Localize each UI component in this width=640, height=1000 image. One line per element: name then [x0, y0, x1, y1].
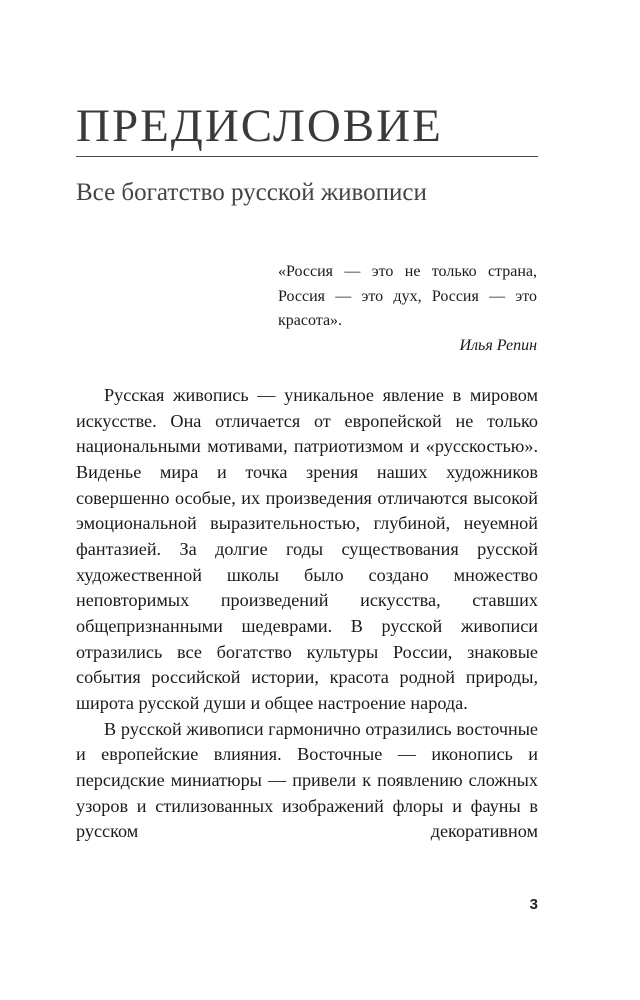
chapter-title: ПРЕДИСЛОВИЕ: [76, 100, 443, 152]
epigraph-quote: «Россия — это не только страна, Россия — это дух, Россия — это красота».: [278, 263, 537, 329]
page-number: 3: [529, 896, 538, 913]
title-divider: [76, 156, 538, 157]
paragraph-1: Русская живопись — уникальное явление в мировом искусстве. Она отличается от европейской не только национальными мотивами, патриотизмом и «русскостью». Виденье мира и точка зрения наших художников совершенно особые, их произведения отличаются высокой эмоциональной выразительностью, глубиной, неуемной фантазией. За долгие годы существования русской художественной школы было создано множество неповторимых произведений искусства, ставших общепризнанными шедеврами. В русской живописи отразились все богатство культуры России, знаковые события российской истории, красота родной природы, широта русской души и общее настроение народа.: [76, 385, 538, 713]
chapter-subtitle: Все богатство русской живописи: [76, 179, 427, 206]
paragraph-2: В русской живописи гармонично отразились восточные и европейские влияния. Восточные — иконопись и персидские миниатюры — привели к появлению сложных узоров и стилизованных изображений флоры и фауны в русском декоративном: [76, 718, 538, 842]
epigraph: [278, 260, 537, 358]
epigraph-author: Илья Репин: [459, 336, 537, 354]
body-text: [76, 383, 538, 845]
